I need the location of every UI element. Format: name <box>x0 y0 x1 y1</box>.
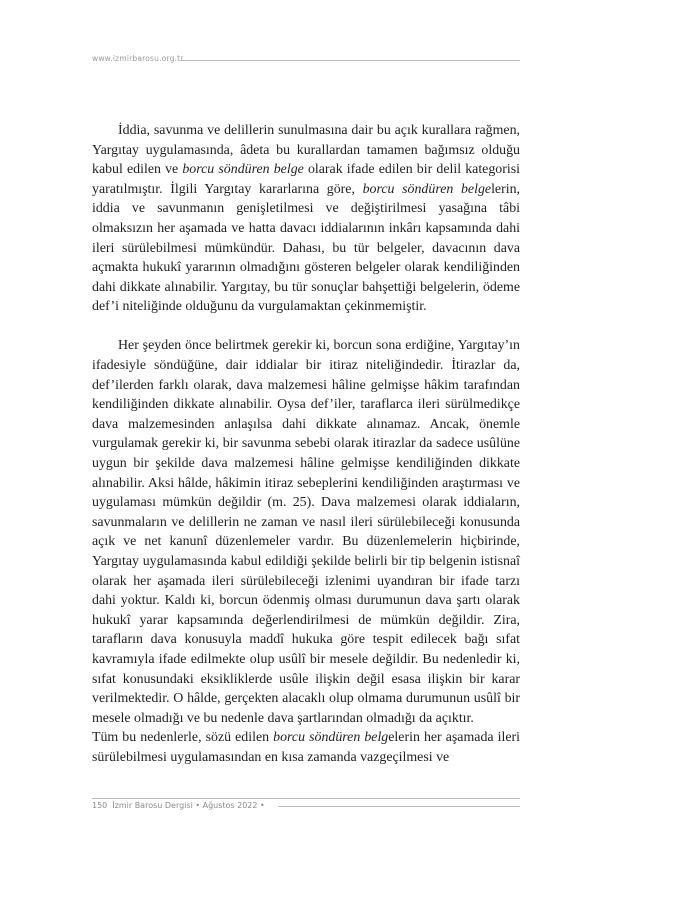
body-text <box>92 121 520 768</box>
text-run: İddia, savunma ve delillerin sunulmasına dair bu açık kurallara rağmen, Yargıtay uygulamasında, âdeta bu kurallardan tamamen bağımsız olduğu kabul edilen ve <box>92 123 520 178</box>
header-divider <box>178 60 520 61</box>
paragraph <box>92 336 520 728</box>
italic-term: borcu söndüren belge <box>362 181 492 197</box>
italic-term: borcu söndüren belg <box>273 730 389 746</box>
paragraph <box>92 728 520 767</box>
footer-trailing-rule <box>278 806 520 807</box>
footer-divider <box>92 798 520 799</box>
footer <box>92 801 265 810</box>
journal-name: İzmir Barosu Dergisi • Ağustos 2022 • <box>112 801 265 810</box>
text-run: elerin her aşamada ileri sürülebilmesi uygulamasından en kısa zamanda vazgeçilmesi ve <box>92 730 520 765</box>
text-run: Her şeyden önce belirtmek gerekir ki, borcun sona erdiğine, Yargıtay’ın ifadesiyle söndüğüne, dair iddialar bir itiraz niteliğindedir. İtirazlar da, def’ilerden farklı olarak, dava malzemesi hâline gelmişse hâkim tarafından kendiliğinden dikkate alınabilir. Oysa def’iler, taraflarca ileri sürülmedikçe dava malzemesinden anlaşılsa dahi dikkate alınamaz. Ancak, önemle vurgulamak gerekir ki, bir savunma sebebi olarak itirazlar da sadece usûlüne uygun bir şekilde dava malzemesi hâline gelmişse kendiliğinden dikkate alınabilir. Aksi hâlde, hâkimin itiraz sebeplerini kendiliğinden araştırması ve uygulaması mümkün değildir (m. 25). Dava malzemesi olarak iddiaların, savunmaların ve delillerin ne zaman ve nasıl ileri sürülebileceği konusunda açık ve net kanunî düzenlemeler vardır. Bu düzenlemelerin hiçbirinde, Yargıtay uygulamasında kabul edildiği şekilde belirli bir tip belgenin istisnaî olarak her aşamada ileri sürülebileceği izlenimi uyandıran bir ifade tarzı dahi yoktur. Kaldı ki, borcun ödenmiş olması durumunun dava şartı olarak hukukî yarar kapsamında değerlendirilmesi de mümkün değildir. Zira, tarafların dava konusuyla maddî hukuka göre tespit edilecek bağı sıfat kavramıyla ifade edilmekte olup usûlî bir mesele değildir. Bu nedenledir ki, sıfat konusundaki eksikliklerde usûle ilişkin değil esasa ilişkin bir karar verilmektedir. O hâlde, gerçekten alacaklı olup olmama durumunun usûlî bir mesele olmadığı ve bu nedenle dava şartlarından olmadığı da açıktır. <box>92 338 520 726</box>
text-run: Tüm bu nedenlerle, sözü edilen <box>92 730 274 746</box>
paragraph <box>92 121 520 317</box>
text-run: lerin, iddia ve savunmanın genişletilmesi ve değiştirilmesi yasağına tâbi olmaksızın her aşamada ve hatta davacı iddialarının inkârı kapsamında dahi ileri sürülebilmesi mümkündür. Dahası, bu tür belgeler, davacının dava açmakta hukukî yararının olmadığını gösteren belgeler olarak kendiliğinden dahi dikkate alınabilir. Yargıtay, bu tür sonuçlar bahşettiği belgelerin, ödeme def’i niteliğinde olduğunu da vurgulamaktan çekinmemiştir. <box>92 181 520 315</box>
header-url: www.izmirbarosu.org.tr <box>92 54 184 63</box>
italic-term: borcu söndüren belge <box>182 162 304 178</box>
page-number: 150 <box>92 801 108 810</box>
text-run: olarak ifade edilen bir delil kategorisi yaratılmıştır. İlgili Yargıtay kararlarına göre, <box>92 162 520 197</box>
